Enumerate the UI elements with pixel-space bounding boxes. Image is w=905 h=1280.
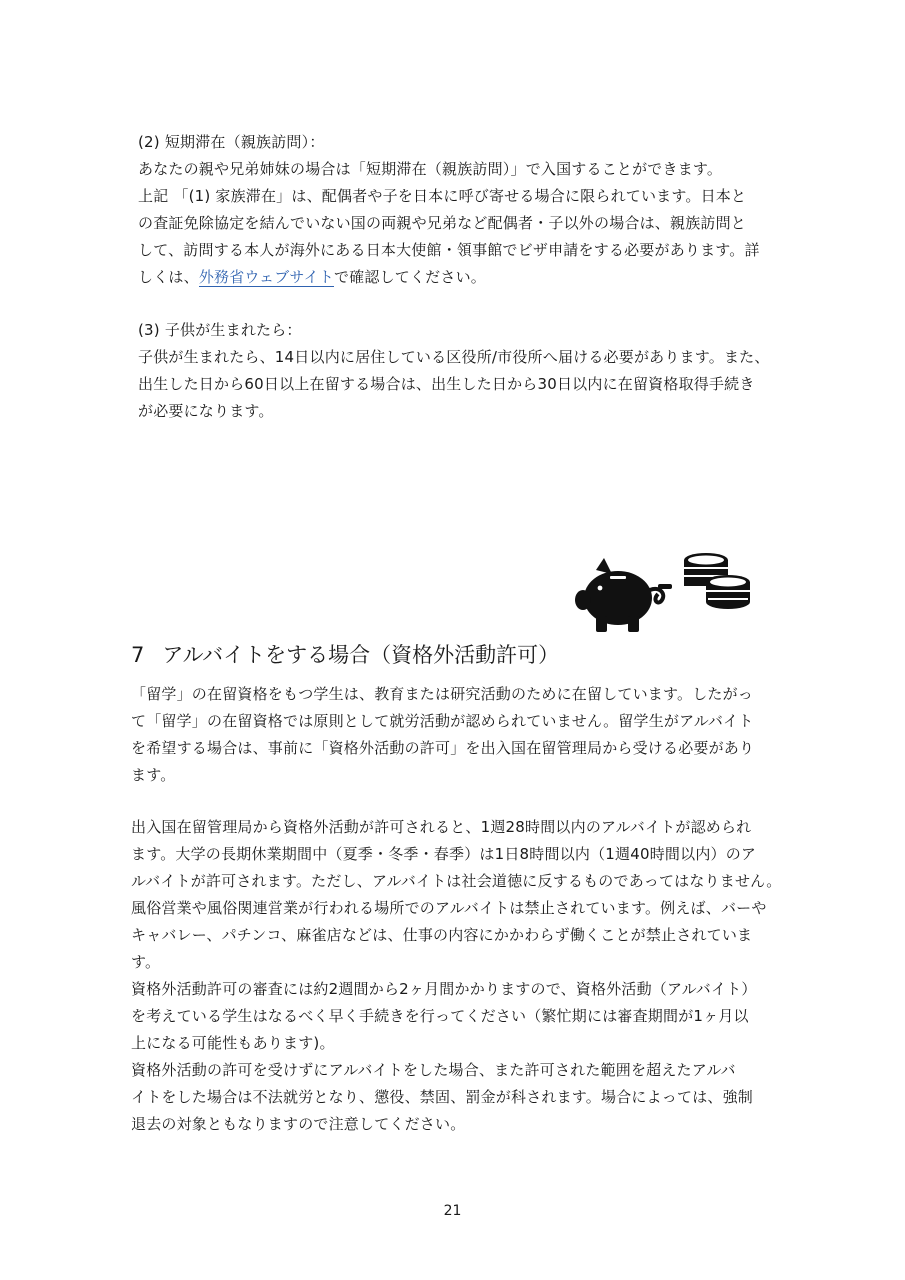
chapter-7-p2-line-10: 資格外活動の許可を受けずにアルバイトをした場合、また許可された範囲を超えたアルバ bbox=[131, 1061, 736, 1079]
chapter-7-p1-line-1: 「留学」の在留資格をもつ学生は、教育または研究活動のために在留しています。したがっ bbox=[131, 685, 754, 703]
chapter-7-p2-line-4: 風俗営業や風俗関連営業が行われる場所でのアルバイトは禁止されています。例えば、バーや bbox=[131, 899, 767, 917]
section-3-heading: (3) 子供が生まれたら： bbox=[138, 321, 302, 339]
coin-stack-icon bbox=[684, 553, 750, 609]
chapter-7-p1-line-4: ます。 bbox=[131, 766, 176, 784]
chapter-7-p2-line-6: す。 bbox=[131, 953, 161, 971]
chapter-7-p2-line-7: 資格外活動許可の審査には約2週間から2ヶ月間かかりますので、資格外活動（アルバイト） bbox=[131, 980, 757, 998]
chapter-7-p2-line-1: 出入国在留管理局から資格外活動が許可されると、1週28時間以内のアルバイトが認められ bbox=[131, 818, 752, 836]
chapter-7-p2-line-5: キャバレー、パチンコ、麻雀店などは、仕事の内容にかかわらず働くことが禁止されていま bbox=[131, 926, 753, 944]
section-2-line-5 bbox=[138, 267, 486, 287]
chapter-7-heading bbox=[131, 641, 559, 669]
section-2-line-4: して、訪問する本人が海外にある日本大使館・領事館でビザ申請をする必要があります。詳 bbox=[138, 241, 760, 259]
section-2-line-5-suffix: で確認してください。 bbox=[333, 268, 486, 286]
section-2-line-1: あなたの親や兄弟姉妹の場合は「短期滞在（親族訪問）」で入国することができます。 bbox=[138, 160, 723, 178]
chapter-7-p2-line-9: 上になる可能性もあります)。 bbox=[131, 1034, 335, 1052]
chapter-7-p2-line-8: を考えている学生はなるべく早く手続きを行ってください（繁忙期には審査期間が1ヶ月以 bbox=[131, 1007, 749, 1025]
section-2-line-5-prefix: しくは、 bbox=[138, 268, 199, 286]
chapter-7-p2-line-11: イトをした場合は不法就労となり、懲役、禁固、罰金が科されます。場合によっては、強制 bbox=[131, 1088, 754, 1106]
savings-illustration bbox=[574, 546, 754, 634]
page-number: 21 bbox=[443, 1203, 462, 1219]
mofa-website-link[interactable]: 外務省ウェブサイト bbox=[198, 268, 334, 286]
chapter-7-p2-line-3: ルバイトが許可されます。ただし、アルバイトは社会道徳に反するものであってはなりません。 bbox=[131, 872, 782, 890]
piggy-bank-icon bbox=[575, 558, 672, 632]
section-2-line-3: の査証免除協定を結んでいない国の両親や兄弟など配偶者・子以外の場合は、親族訪問と bbox=[138, 214, 747, 232]
section-3-line-1: 子供が生まれたら、14日以内に居住している区役所/市役所へ届ける必要があります。また、 bbox=[138, 348, 770, 366]
chapter-number: 7 bbox=[131, 643, 145, 667]
section-2-heading: (2) 短期滞在（親族訪問）： bbox=[138, 133, 325, 151]
section-3-line-2: 出生した日から60日以上在留する場合は、出生した日から30日以内に在留資格取得手続き bbox=[138, 375, 755, 393]
chapter-7-p2-line-2: ます。大学の長期休業期間中（夏季・冬季・春季）は1日8時間以内（1週40時間以内）のア bbox=[131, 845, 757, 863]
section-3-line-3: が必要になります。 bbox=[138, 402, 274, 420]
section-2-line-2: 上記 「(1) 家族滞在」は、配偶者や子を日本に呼び寄せる場合に限られています。日本と bbox=[138, 187, 747, 205]
chapter-7-p1-line-3: を希望する場合は、事前に「資格外活動の許可」を出入国在留管理局から受ける必要があり bbox=[131, 739, 755, 757]
chapter-7-p2-line-12: 退去の対象ともなりますので注意してください。 bbox=[131, 1115, 466, 1133]
chapter-title: アルバイトをする場合（資格外活動許可） bbox=[162, 643, 560, 667]
chapter-7-p1-line-2: て「留学」の在留資格では原則として就労活動が認められていません。留学生がアルバイト bbox=[131, 712, 754, 730]
